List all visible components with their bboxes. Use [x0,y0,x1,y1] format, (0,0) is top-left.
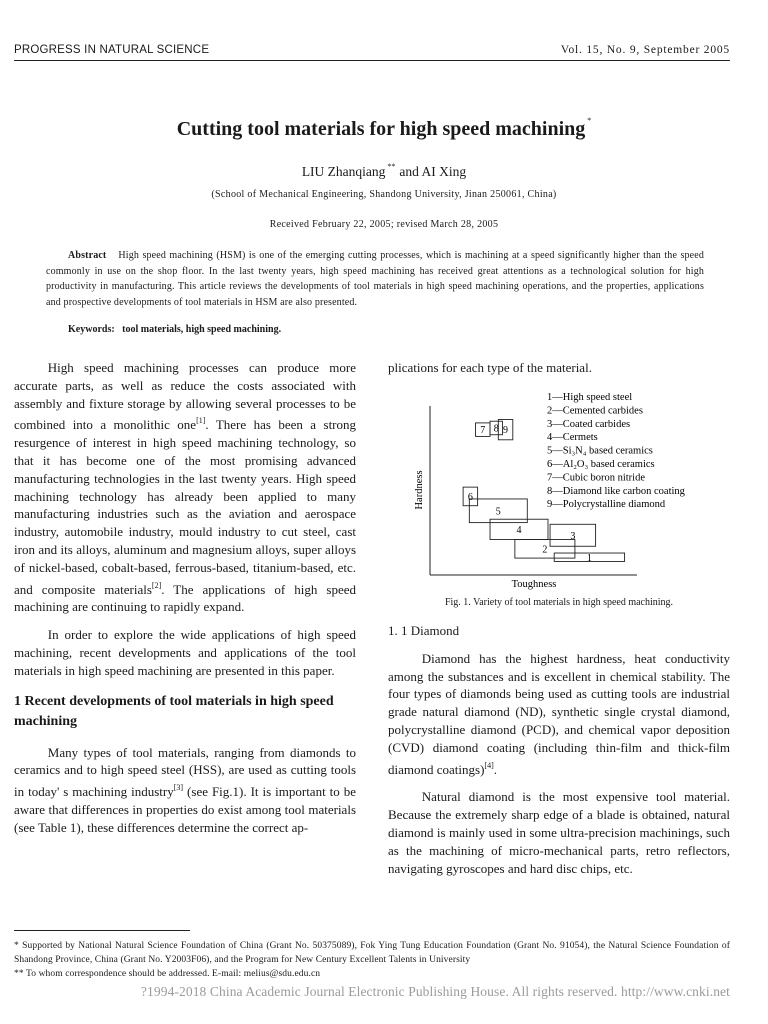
material-box-label-9: 9 [503,425,509,437]
diamond-text-2: . [493,761,497,777]
paragraph-continued: plications for each type of the material. [388,360,592,375]
journal-name: PROGRESS IN NATURAL SCIENCE [14,44,210,56]
right-column-top [388,359,730,377]
citation-2: [2] [151,580,162,590]
received-dates: Received February 22, 2005; revised March 28, 2005 [269,219,499,230]
paragraph-tool-types [14,744,356,837]
paper-title [0,116,768,141]
material-box-label-2: 2 [542,544,548,556]
x-axis-label: Toughness [511,579,557,590]
material-box-label-4: 4 [516,524,522,536]
keywords-label: Keywords: [68,324,115,335]
section-heading-1: 1 Recent developments of tool materials in high speed machining [14,693,334,729]
material-box-label-6: 6 [467,491,473,503]
diamond-text-1: Diamond has the highest hardness, heat conductivity among the substances and is excellent in chemical stability. The four types of diamonds being used as cutting tools are industrial grade natural diamond (ND), synthetic single crystal diamond, polycrystalline diamond (PCD), and chemical vapor deposition (CVD) diamond coating (including thin-film and thick-film diamond coatings) [388,650,730,777]
author-1-mark: ** [387,162,396,171]
legend-item-6: 6—Al₂O₃ based ceramics [547,459,655,470]
material-box-label-5: 5 [495,506,501,518]
abstract-label: Abstract [68,250,107,261]
legend-item-2: 2—Cemented carbides [547,405,643,417]
material-box-label-7: 7 [480,425,486,437]
keywords [68,324,281,335]
legend-item-4: 4—Cermets [547,432,598,444]
footnote-funding: * Supported by National Natural Science Foundation of China (Grant No. 50375089), Fok Ying Tung Education Foundation (Grant No. 91054), the Natural Science Foundation of Shandong Province, China (Grant No. Y2003F06), and the Program for New Century Excellent Talents in University [14,941,730,965]
intro-text-1: High speed machining processes can produce more accurate parts, as well as reduce the costs associated with assembly and fixture storage by allowing several processes to be combined into a monolithic one [14,360,356,433]
paper-title-text: Cutting tool materials for high speed machining [176,118,586,140]
footnote-correspondence: ** To whom correspondence should be addressed. E-mail: melius@sdu.edu.cn [14,969,321,979]
intro-text-2: . There has been a strong resurgence of interest in high speed machining technology, so that it has become one of the most promising advanced manufacturing technologies in the last twenty years. High speed machining technology has already been applied to many manufacturing industries such as the aviation and aerospace industry, automobile industry, mould industry to cut steel, cast iron and its alloys, aluminum and magnesium alloys, super alloys of nickel-based, cobalt-based, ferrous-based, titanium-based, etc. and composite materials [14,417,357,597]
intro-text-3: . The applications of high speed machining are continuing to rapidly expand. [14,581,356,615]
legend-item-7: 7—Cubic boron nitride [547,472,645,484]
paragraph-scope: In order to explore the wide applications of high speed machining, recent developments and applications of the tool materials in high speed machining are presented in this paper. [14,627,356,678]
figure-caption: Fig. 1. Variety of tool materials in high speed machining. [444,597,674,608]
legend-item-8: 8—Diamond like carbon coating [547,485,685,497]
keywords-text: tool materials, high speed machining. [122,324,282,335]
header-rule [14,60,730,61]
copyright-watermark: ?1994-2018 China Academic Journal Electronic Publishing House. All rights reserved. http://www.cnki.net [140,984,730,999]
subsection-heading: 1. 1 Diamond [388,623,460,638]
paragraph-intro [14,359,356,616]
abstract-text: High speed machining (HSM) is one of the emerging cutting processes, which is machining at a speed significantly higher than the speed commonly in use on the shop floor. In the last twenty years, high speed machining has received great attentions as a technological solution for high productivity in manufacturing. This article reviews the developments of tool materials in high speed machining operations, and the properties, applications and prospective developments of tool materials in HSM are also presented. [46,250,704,308]
footnote-rule [14,930,190,931]
citation-3: [3] [173,783,184,793]
paragraph-natural-diamond: Natural diamond is the most expensive tool material. Because the extremely sharp edge of a blade is obtained, natural diamond is mainly used in some ultra-precision machinings, such as the machining of micro-mechanical parts, retro reflectors, navigating gyroscopes and hard disc chips, etc. [388,789,730,876]
legend-item-5: 5—Si₃N₄ based ceramics [547,445,653,457]
title-footnote-mark: * [587,116,592,125]
figure-1-chart [405,384,730,594]
tool-types-text-1: Many types of tool materials, ranging from diamonds to ceramics and to high speed steel (HSS), are used as cutting tools in today' s machining industry [14,744,356,800]
citation-1: [1] [196,416,206,426]
authors [0,162,768,180]
citation-4: [4] [484,760,494,770]
issue-info: Vol. 15, No. 9, September 2005 [560,44,730,56]
footnotes [14,939,730,981]
author-2: and AI Xing [399,164,467,179]
y-axis-label: Hardness [414,470,425,510]
author-1: LIU Zhanqiang [301,164,386,179]
material-box-label-8: 8 [493,423,499,435]
legend-item-3: 3—Coated carbides [547,418,631,430]
left-column [14,359,356,837]
affiliation: (School of Mechanical Engineering, Shandong University, Jinan 250061, China) [211,189,557,200]
paragraph-diamond [388,650,730,779]
legend-item-9: 9—Polycrystalline diamond [547,499,666,511]
right-column-lower [388,622,730,877]
material-box-label-1: 1 [586,552,592,564]
tool-types-text-2: (see Fig.1). It is important to be aware that differences in properties do exist among tool materials (see Table 1), these differences determine the correct ap- [14,784,357,835]
material-box-label-3: 3 [570,530,576,542]
abstract [46,248,704,310]
figure-legend [547,392,686,510]
legend-item-1: 1—High speed steel [547,392,633,403]
